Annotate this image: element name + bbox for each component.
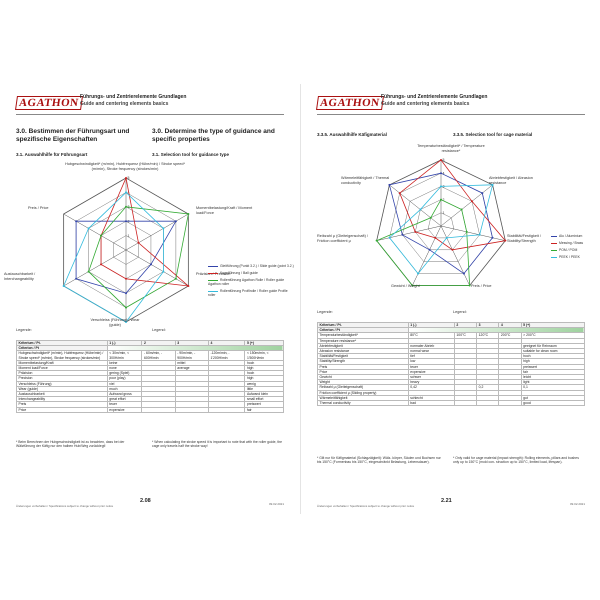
chart-legend xyxy=(551,234,599,259)
data-point xyxy=(187,213,189,215)
table-cell: geeignet für Reinraum xyxy=(521,343,584,348)
axis-spoke xyxy=(64,250,126,286)
table-cell: Thermal conductivity xyxy=(318,401,409,406)
data-point xyxy=(125,307,127,309)
table-cell: teuer xyxy=(107,402,142,407)
axis-label-weight: Gewicht / Weight xyxy=(391,284,420,288)
legend-swatch xyxy=(551,236,557,237)
axis-label-friction: Reibzahl μ (Gleiteigenschaft) / Friction coefficient μ xyxy=(317,234,368,243)
legend-item xyxy=(551,248,599,252)
table-cell: keine xyxy=(107,360,142,365)
subsection-de: 3.3.5. Auswahlhilfe Käfigmaterial xyxy=(317,132,387,137)
axis-label-price: Preis / Price xyxy=(28,206,49,210)
table-cell: 0,42 xyxy=(408,385,454,390)
table-cell: poor (play) xyxy=(107,376,142,381)
legend-label: POM / POM xyxy=(559,248,578,252)
data-point xyxy=(175,220,177,222)
header-de: Führungs- und Zentrierelemente Grundlagen xyxy=(381,94,488,100)
table-subheader-cell: Criterion / Pt xyxy=(318,328,409,333)
table-header-cell: 2 xyxy=(454,323,476,328)
legend-label: Messing / Brass xyxy=(559,241,584,245)
table-cell: Reibzahl μ (Gleiteigenschaft) xyxy=(318,385,409,390)
table-cell: normal wear xyxy=(408,349,454,354)
axis-spoke xyxy=(64,214,126,250)
legend-en-label: Legend: xyxy=(453,310,467,314)
table-cell: hoch xyxy=(521,354,584,359)
table-cell xyxy=(477,401,499,406)
legend-swatch xyxy=(208,280,218,281)
data-point xyxy=(125,278,127,280)
footer-note: Änderungen vorbehalten / Specifications subject to change without prior notice xyxy=(16,503,114,508)
axis-label-precision: Präzision / Precision xyxy=(196,272,231,276)
page-number: 2.21 xyxy=(441,498,452,504)
legend-label: Rollenführung Agathon Rolle / Roller guide Agathon roller xyxy=(208,278,285,286)
table-cell: average xyxy=(175,366,208,371)
table-header-cell: 1 (-) xyxy=(107,341,142,346)
table-cell xyxy=(142,407,175,412)
table-cell: suitable for clean room xyxy=(521,349,584,354)
table-subheader-cell: Criterion / Pt xyxy=(17,346,108,351)
series-line xyxy=(377,197,470,286)
axis-spoke xyxy=(441,226,470,285)
table-cell: Preis xyxy=(17,402,108,407)
axis-label-moment: Momentbelastung/Kraft / Moment load/Force xyxy=(196,206,253,215)
legend-item xyxy=(551,241,599,245)
axis-spoke xyxy=(389,185,441,226)
data-point xyxy=(463,273,465,275)
table-header-cell: 3 xyxy=(175,341,208,346)
table-header-cell: 1 (-) xyxy=(408,323,454,328)
data-point xyxy=(399,192,401,194)
table-cell: hoch xyxy=(245,360,284,365)
data-point xyxy=(466,231,468,233)
tick-label: 1 xyxy=(442,211,445,215)
data-point xyxy=(150,263,152,265)
table-cell: < 30m/min, < 300H/min xyxy=(107,351,142,360)
table-cell: Preis xyxy=(318,364,409,369)
data-point xyxy=(430,217,432,219)
subsection-en: 3.3.5. Selection tool for cage material xyxy=(453,132,533,137)
data-point xyxy=(401,234,403,236)
table-cell: Aufwand klein xyxy=(245,392,284,397)
table-cell: Aufwand gross xyxy=(107,392,142,397)
page-number: 2.08 xyxy=(140,498,151,504)
table-cell: much xyxy=(107,386,142,391)
data-point xyxy=(471,200,473,202)
table-cell: Price xyxy=(318,369,409,374)
data-point xyxy=(417,273,419,275)
chart-legend xyxy=(208,264,296,297)
table-cell: gut xyxy=(521,395,584,400)
table-cell: high xyxy=(521,359,584,364)
footer-date: 09.02.2021 xyxy=(268,502,284,506)
table-cell: Temperature resistance* xyxy=(318,338,409,343)
legende-label: Legende: xyxy=(16,328,32,332)
table-cell: Wear (guide) xyxy=(17,386,108,391)
table-cell xyxy=(454,401,476,406)
data-point xyxy=(389,237,391,239)
table-cell: little xyxy=(245,386,284,391)
axis-label-abrasion: Abriebfestigkeit / Abrasion resistance xyxy=(489,176,533,185)
table-cell: none xyxy=(107,366,142,371)
table-cell: Wärmeleitfähigkeit xyxy=(318,395,409,400)
brand-logo: AGATHON xyxy=(15,96,82,110)
table-cell: 120°C xyxy=(477,333,499,338)
data-point xyxy=(461,209,463,211)
table-cell: small effort xyxy=(245,397,284,402)
data-point xyxy=(440,159,442,161)
table-cell: hoch xyxy=(245,371,284,376)
data-point xyxy=(75,220,77,222)
data-point xyxy=(414,231,416,233)
footnote-en: * Only valid for cage material (impact strength): Rolling elements, pillars and bushes only up to 150°C (mold con- struction up to 150°C, limited load, lifespan). xyxy=(453,456,579,465)
legend-item xyxy=(551,255,599,259)
table-cell: 0,2 xyxy=(477,385,499,390)
data-point xyxy=(429,249,431,251)
table-cell: schwer xyxy=(408,375,454,380)
table-cell xyxy=(175,407,208,412)
brand-logo: AGATHON xyxy=(316,96,383,110)
footnote-de: * Beim Berechnen der Hubgeschwindigkeit ist zu beachten, dass bei der Wälzführung der Käfig nur den halben Hub/Weg zurücklegt! xyxy=(16,440,125,449)
data-point xyxy=(491,237,493,239)
subsection-de: 3.1. Auswahlhilfe für Führungsart xyxy=(16,152,88,157)
legend-swatch xyxy=(551,257,557,258)
axis-label-stability: Stabilität/Festigkeit / Stability/Strength xyxy=(507,234,541,243)
axis-label-thermal: Wärmeleitfähigkeit / Thermal conductivity xyxy=(341,176,390,185)
subsection-en: 3.1. Selection tool for guidance type xyxy=(152,152,230,157)
table-cell: preiswert xyxy=(521,364,584,369)
data-point xyxy=(100,263,102,265)
axis-spoke xyxy=(441,226,505,241)
table-cell: gering (Spiel) xyxy=(107,371,142,376)
table-cell: Weight xyxy=(318,380,409,385)
table-cell: expensive xyxy=(107,407,142,412)
table-cell: normaler Abrieb xyxy=(408,343,454,348)
legend-label: Gleitführung (Punkt 3.2.) / Slide guide (point 3.2.) xyxy=(220,264,294,268)
table-cell: great effort xyxy=(107,397,142,402)
tick-label: 3 xyxy=(442,184,445,189)
table-header-cell: 5 (+) xyxy=(521,323,584,328)
footer-date: 09.02.2021 xyxy=(569,502,585,506)
legend-item xyxy=(208,264,296,268)
data-point xyxy=(137,242,139,244)
axis-label-wear: Verschleiss (Führung) / Wear (guide) xyxy=(90,318,140,327)
cage-material-radar-chart xyxy=(301,144,600,304)
data-point xyxy=(125,206,127,208)
table-cell: fair xyxy=(521,369,584,374)
header-de: Führungs- und Zentrierelemente Grundlagen xyxy=(80,94,187,100)
data-point xyxy=(75,278,77,280)
table-cell: Interchangeability xyxy=(17,397,108,402)
data-point xyxy=(63,285,65,287)
criteria-table xyxy=(16,340,284,413)
table-cell: fair xyxy=(245,407,284,412)
data-point xyxy=(187,285,189,287)
data-point xyxy=(434,237,436,239)
table-cell: -120m/min, - 1'200H/min xyxy=(208,351,244,360)
table-cell: > 200°C xyxy=(521,333,584,338)
table-cell: mittel xyxy=(175,360,208,365)
table-cell: preiswert xyxy=(245,402,284,407)
table-header-cell: 4 xyxy=(499,323,521,328)
page-left xyxy=(0,84,300,514)
table-cell xyxy=(208,407,244,412)
legend-item xyxy=(208,278,296,286)
table-cell: leicht xyxy=(521,375,584,380)
data-point xyxy=(440,185,442,187)
table-cell: 100°C xyxy=(454,333,476,338)
table-cell: light xyxy=(521,380,584,385)
table-cell: Price xyxy=(17,407,108,412)
legend-en-label: Legend: xyxy=(152,328,166,332)
table-header-cell: 2 xyxy=(142,341,175,346)
table-cell: < 150m/min, < 1'500H/min xyxy=(245,351,284,360)
table-row xyxy=(318,401,585,406)
legend-label: Alu / Aluminium xyxy=(559,234,583,238)
legend-swatch xyxy=(208,266,218,267)
table-cell: high xyxy=(245,376,284,381)
table-cell: Abriebfestigkeit xyxy=(318,343,409,348)
table-header-cell: 4 xyxy=(208,341,244,346)
table-header-cell: Kriterium / Pt. xyxy=(318,323,409,328)
table-cell: - 90m/min, - 900H/min xyxy=(175,351,208,360)
table-cell: teuer xyxy=(408,364,454,369)
header-en: Guide and centering elements basics xyxy=(381,101,470,107)
legend-label: Rollenführung Profilrolle / Roller guide Profile roller xyxy=(208,289,288,297)
data-point xyxy=(175,278,177,280)
table-cell: Moment load/Force xyxy=(17,366,108,371)
data-point xyxy=(125,191,127,193)
table-cell: Verschleiss (Führung) xyxy=(17,381,108,386)
table-header-cell: 3 xyxy=(477,323,499,328)
tick-label: 4 xyxy=(127,190,130,195)
table-cell: tief xyxy=(408,354,454,359)
legend-label: Kugelführung / Ball guide xyxy=(220,271,258,275)
header-rule xyxy=(16,114,284,115)
tick-label: 2 xyxy=(442,197,445,202)
criteria-table xyxy=(317,322,585,406)
table-cell: 80°C xyxy=(408,333,454,338)
table-cell: schlecht xyxy=(408,395,454,400)
table-cell: good xyxy=(521,401,584,406)
table-cell: Precision xyxy=(17,376,108,381)
table-cell: heavy xyxy=(408,380,454,385)
table-cell: low xyxy=(408,359,454,364)
data-point xyxy=(88,227,90,229)
header-en: Guide and centering elements basics xyxy=(80,101,169,107)
table-cell: Friction coefficient μ (Sliding property) xyxy=(318,390,409,395)
data-point xyxy=(451,249,453,251)
table-cell: Momentbelastung/Kraft xyxy=(17,360,108,365)
tick-label: 4 xyxy=(442,171,445,176)
tick-label: 3 xyxy=(127,205,130,209)
data-point xyxy=(162,271,164,273)
legend-item xyxy=(208,289,296,297)
table-cell: Temperaturbeständigkeit* xyxy=(318,333,409,338)
footnote-de: * Gilt nur für Käfigmaterial (Schlagzäigkeit): Wälz- körper, Säulen und Buchsen nur bis 150°C (Formenbau bis 150°C, eingeschränkt Belastung, Lebensdauer). xyxy=(317,456,441,465)
data-point xyxy=(440,199,442,201)
table-row xyxy=(17,351,284,360)
table-cell: Stability/Strength xyxy=(318,359,409,364)
data-point xyxy=(125,292,127,294)
table-cell: high xyxy=(245,366,284,371)
legend-swatch xyxy=(208,273,218,274)
table-cell: 200°C xyxy=(499,333,521,338)
data-point xyxy=(419,209,421,211)
page-right xyxy=(300,84,600,514)
table-cell: wenig xyxy=(245,381,284,386)
tick-label: 2 xyxy=(127,219,130,224)
table-cell: Stabilität/Festigkeit xyxy=(318,354,409,359)
legend-item xyxy=(208,271,296,275)
legend-item xyxy=(551,234,599,238)
legende-label: Legende: xyxy=(317,310,333,314)
data-point xyxy=(100,235,102,237)
data-point xyxy=(446,237,448,239)
table-header-cell: 5 (+) xyxy=(245,341,284,346)
table-cell: Austauschbarkeit xyxy=(17,392,108,397)
table-cell xyxy=(499,401,521,406)
legend-label: PEEK / PEEK xyxy=(559,255,580,259)
axis-spoke xyxy=(126,214,188,250)
legend-swatch xyxy=(551,243,557,244)
legend-swatch xyxy=(208,291,218,292)
tick-label: 5 xyxy=(442,158,445,163)
tick-label: 1 xyxy=(127,233,130,238)
table-cell: Hubgeschwindigkeit* (m/min), Hubfrequenz (Hübe/min) / Stroke speed* (m/min), Stroke frequency (strokes/min) xyxy=(17,351,108,360)
guidance-radar-chart xyxy=(0,162,300,332)
section-title-en: 3.0. Determine the type of guidance and specific properties xyxy=(152,128,275,143)
table-cell: Gewicht xyxy=(318,375,409,380)
data-point xyxy=(125,220,127,222)
footer-note: Änderungen vorbehalten / Specifications subject to change without prior notice xyxy=(317,503,415,508)
table-cell: Präzision xyxy=(17,371,108,376)
data-point xyxy=(162,227,164,229)
table-cell: viel xyxy=(107,381,142,386)
tick-label: 5 xyxy=(127,176,130,181)
axis-label-price: Preis / Price xyxy=(471,284,492,288)
axis-label-temperature: Temperaturbeständigkeit* / Temperature resistance* xyxy=(417,144,485,153)
table-cell: expensive xyxy=(408,369,454,374)
data-point xyxy=(125,177,127,179)
table-cell: bad xyxy=(408,401,454,406)
axis-label-interchange: Austauschbarkeit / Interchangeability xyxy=(4,272,36,281)
table-cell: 0,1 xyxy=(521,385,584,390)
table-header-cell: Kriterium / Pt. xyxy=(17,341,108,346)
table-cell: - 60m/min, - 600H/min xyxy=(142,351,175,360)
data-point xyxy=(481,192,483,194)
footnote-en: * When calculating the stroke speed it is important to note that with the roller guide, the cage only travels half the stroke way! xyxy=(152,440,283,449)
header-rule xyxy=(317,114,585,115)
section-title-de: 3.0. Bestimmen der Führungsart und spezifische Eigenschaften xyxy=(16,128,130,143)
data-point xyxy=(479,234,481,236)
axis-label-speed: Hubgeschwindigkeit* (m/min), Hubfrequenz (Hübe/min) / Stroke speed* (m/min), Stroke frequency (strokes/min) xyxy=(65,162,185,171)
table-row xyxy=(17,407,284,412)
data-point xyxy=(440,172,442,174)
table-cell: Abrasion resistance xyxy=(318,349,409,354)
data-point xyxy=(88,271,90,273)
legend-swatch xyxy=(551,250,557,251)
